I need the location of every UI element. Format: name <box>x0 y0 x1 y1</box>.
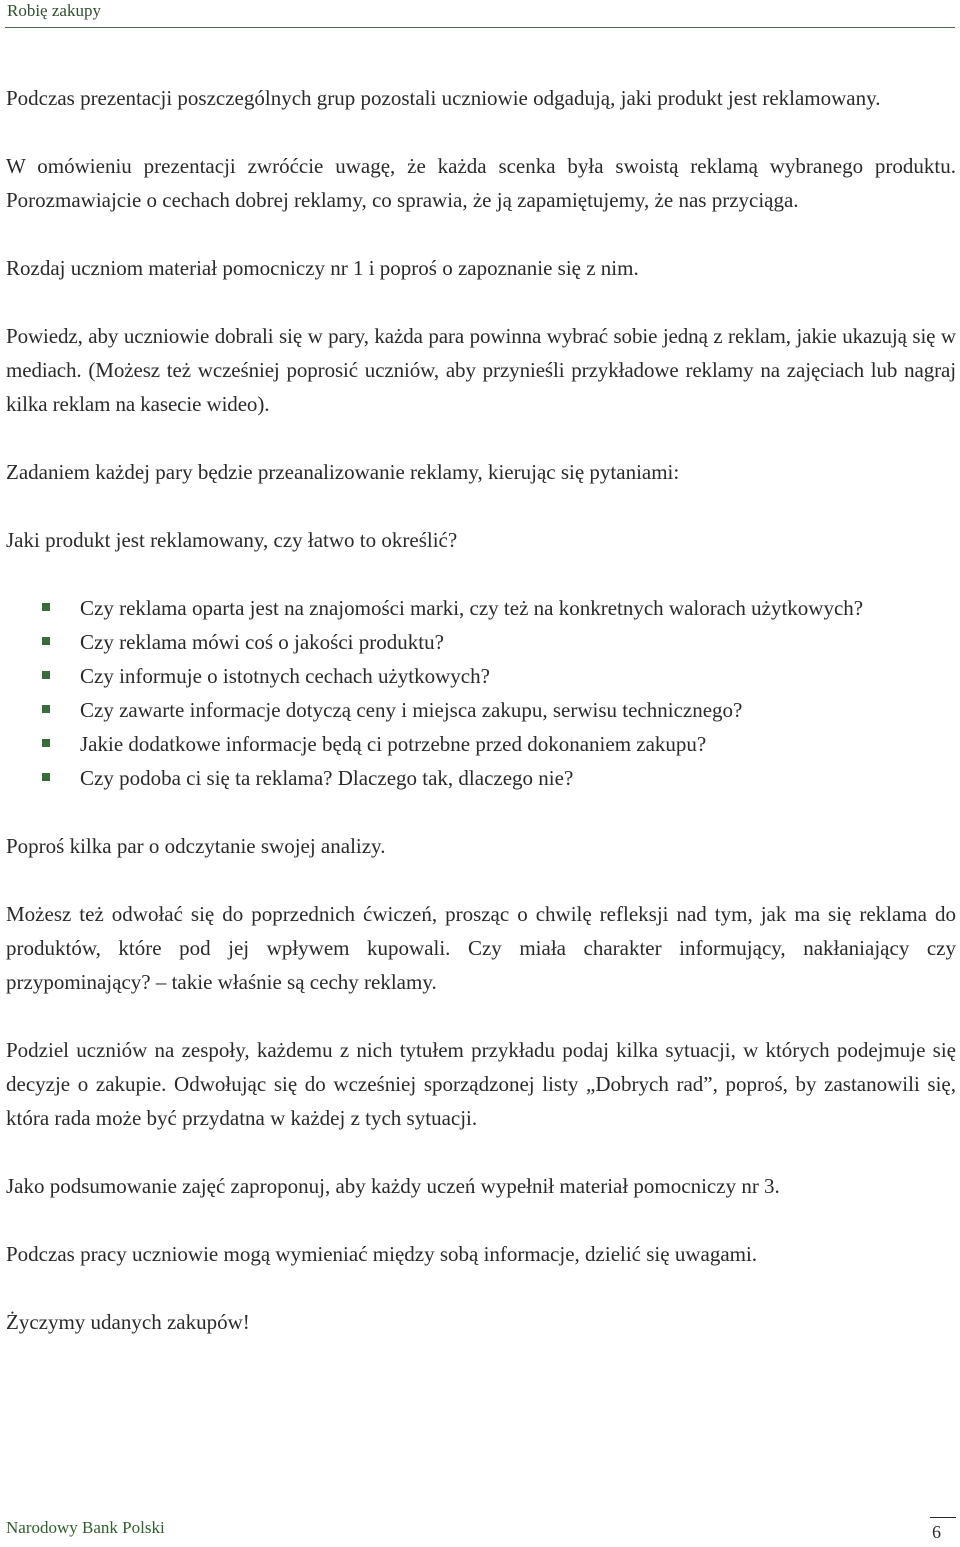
paragraph: Podczas prezentacji poszczególnych grup pozostali uczniowie odgadują, jaki produkt jest reklamowany. <box>6 86 881 110</box>
question-list <box>6 591 956 795</box>
list-item <box>6 625 956 659</box>
paragraph: Powiedz, aby uczniowie dobrali się w pary, każda para powinna wybrać sobie jedną z reklam, jakie ukazują się w mediach. (Możesz też wcześniej poprosić uczniów, aby przynieśli przykładowe reklamy na zajęciach lub nagraj kilka reklam na kasecie wideo). <box>6 324 956 416</box>
square-bullet-icon <box>42 773 50 781</box>
paragraph: Zadaniem każdej pary będzie przeanalizowanie reklamy, kierując się pytaniami: <box>6 460 680 484</box>
list-item <box>6 591 956 625</box>
paragraph: Podczas pracy uczniowie mogą wymieniać między sobą informacje, dzielić się uwagami. <box>6 1242 758 1266</box>
square-bullet-icon <box>42 671 50 679</box>
paragraph: Jaki produkt jest reklamowany, czy łatwo to określić? <box>6 528 458 552</box>
paragraph: W omówieniu prezentacji zwróćcie uwagę, że każda scenka była swoistą reklamą wybranego produktu. Porozmawiajcie o cechach dobrej reklamy, co sprawia, że ją zapamiętujemy, że nas przyciąga. <box>6 154 956 212</box>
footer-publisher: Narodowy Bank Polski <box>6 1518 165 1537</box>
list-item-text: Czy informuje o istotnych cechach użytkowych? <box>80 664 490 688</box>
paragraph: Podziel uczniów na zespoły, każdemu z nich tytułem przykładu podaj kilka sytuacji, w których podejmuje się decyzje o zakupie. Odwołując się do wcześniej sporządzonej listy „Dobrych rad”, poproś, by zastanowili się, która rada może być przydatna w każdej z tych sytuacji. <box>6 1038 956 1130</box>
page-header <box>0 0 960 28</box>
page-number: 6 <box>932 1522 941 1542</box>
list-item-text: Czy podoba ci się ta reklama? Dlaczego tak, dlaczego nie? <box>80 766 574 790</box>
header-title: Robię zakupy <box>7 1 101 20</box>
list-item-text: Czy reklama oparta jest na znajomości marki, czy też na konkretnych walorach użytkowych? <box>80 596 864 620</box>
list-item <box>6 761 956 795</box>
list-item <box>6 659 956 693</box>
list-item-text: Czy zawarte informacje dotyczą ceny i miejsca zakupu, serwisu technicznego? <box>80 698 743 722</box>
list-item-text: Jakie dodatkowe informacje będą ci potrzebne przed dokonaniem zakupu? <box>80 732 707 756</box>
square-bullet-icon <box>42 705 50 713</box>
paragraph: Rozdaj uczniom materiał pomocniczy nr 1 i poproś o zapoznanie się z nim. <box>6 256 639 280</box>
paragraph: Jako podsumowanie zajęć zaproponuj, aby każdy uczeń wypełnił materiał pomocniczy nr 3. <box>6 1174 780 1198</box>
paragraph: Możesz też odwołać się do poprzednich ćwiczeń, prosząc o chwilę refleksji nad tym, jak ma się reklama do produktów, które pod jej wpływem kupowali. Czy miała charakter informujący, nakłaniający czy przypominający? – takie właśnie są cechy reklamy. <box>6 902 956 994</box>
closing-wish: Życzymy udanych zakupów! <box>6 1310 250 1334</box>
document-body <box>6 81 956 1373</box>
list-item-text: Czy reklama mówi coś o jakości produktu? <box>80 630 444 654</box>
page-number-rule <box>930 1517 956 1518</box>
paragraph: Poproś kilka par o odczytanie swojej analizy. <box>6 834 386 858</box>
square-bullet-icon <box>42 739 50 747</box>
square-bullet-icon <box>42 603 50 611</box>
list-item <box>6 693 956 727</box>
header-rule <box>5 27 955 28</box>
list-item <box>6 727 956 761</box>
square-bullet-icon <box>42 637 50 645</box>
